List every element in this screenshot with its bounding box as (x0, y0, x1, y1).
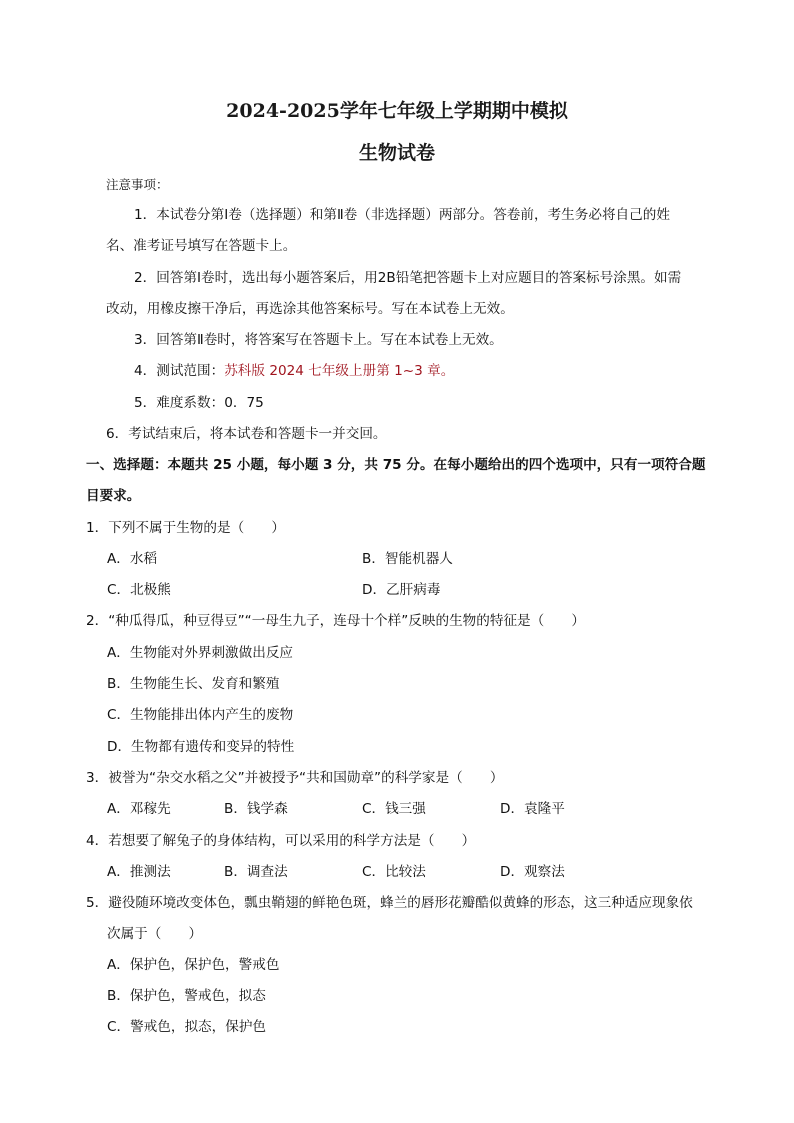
question-2-stem: 2．“种瓜得瓜，种豆得豆”“一母生九子，连母十个样”反映的生物的特征是（ ） (86, 613, 586, 629)
section-heading-line2: 目要求。 (86, 488, 141, 504)
note-5: 5．难度系数：0．75 (134, 395, 264, 411)
exam-title: 2024-2025学年七年级上学期期中模拟 (226, 100, 568, 122)
question-1-option-c[interactable]: C．北极熊 (107, 582, 171, 598)
question-2-option-a[interactable]: A．生物能对外界刺激做出反应 (107, 645, 294, 661)
note-3: 3．回答第Ⅱ卷时，将答案写在答题卡上。写在本试卷上无效。 (134, 332, 503, 348)
question-1-stem: 1．下列不属于生物的是（ ） (86, 520, 285, 536)
notes-heading: 注意事项： (106, 177, 169, 192)
question-1-option-a[interactable]: A．水稻 (107, 551, 158, 567)
question-5-stem-line1: 5．避役随环境改变体色，瓢虫鞘翅的鲜艳色斑，蜂兰的唇形花瓣酷似黄蜂的形态，这三种适应现象依 (86, 895, 693, 911)
question-5-option-a[interactable]: A．保护色，保护色，警戒色 (107, 957, 280, 973)
note-1-line1: 1．本试卷分第Ⅰ卷（选择题）和第Ⅱ卷（非选择题）两部分。答卷前，考生务必将自己的姓 (134, 207, 670, 223)
question-2-option-d[interactable]: D．生物都有遗传和变异的特性 (107, 739, 295, 755)
note-2-line2: 改动，用橡皮擦干净后，再选涂其他答案标号。写在本试卷上无效。 (106, 301, 514, 317)
question-3-option-a[interactable]: A．邓稼先 (107, 801, 171, 817)
question-4-option-a[interactable]: A．推测法 (107, 864, 171, 880)
note-4-range: 苏科版 2024 七年级上册第 1~3 章。 (224, 363, 455, 379)
question-5-option-c[interactable]: C．警戒色，拟态，保护色 (107, 1019, 267, 1035)
exam-subtitle: 生物试卷 (358, 142, 435, 164)
question-4-stem: 4．若想要了解兔子的身体结构，可以采用的科学方法是（ ） (86, 833, 476, 849)
question-4-option-b[interactable]: B．调查法 (224, 864, 288, 880)
question-5-option-b[interactable]: B．保护色，警戒色，拟态 (107, 988, 266, 1004)
note-4 (134, 361, 454, 381)
question-2-option-c[interactable]: C．生物能排出体内产生的废物 (107, 707, 294, 723)
question-2-option-b[interactable]: B．生物能生长、发育和繁殖 (107, 676, 280, 692)
question-1-option-d[interactable]: D．乙肝病毒 (362, 582, 441, 598)
question-5-stem-line2: 次属于（ ） (107, 926, 203, 942)
note-4-prefix: 4．测试范围： (134, 363, 225, 379)
question-4-option-c[interactable]: C．比较法 (362, 864, 426, 880)
question-4-option-d[interactable]: D．观察法 (500, 864, 565, 880)
question-1-option-b[interactable]: B．智能机器人 (362, 551, 453, 567)
note-6: 6．考试结束后，将本试卷和答题卡一并交回。 (106, 426, 387, 442)
question-3-option-b[interactable]: B．钱学森 (224, 801, 288, 817)
question-3-option-d[interactable]: D．袁隆平 (500, 801, 565, 817)
note-2-line1: 2．回答第Ⅰ卷时，选出每小题答案后，用2B铅笔把答题卡上对应题目的答案标号涂黑。如需 (134, 270, 682, 286)
section-heading-line1: 一、选择题：本题共 25 小题，每小题 3 分，共 75 分。在每小题给出的四个选项中，只有一项符合题 (86, 457, 706, 473)
note-1-line2: 名、准考证号填写在答题卡上。 (106, 238, 297, 254)
question-3-option-c[interactable]: C．钱三强 (362, 801, 426, 817)
question-3-stem: 3．被誉为“杂交水稻之父”并被授予“共和国勋章”的科学家是（ ） (86, 770, 504, 786)
